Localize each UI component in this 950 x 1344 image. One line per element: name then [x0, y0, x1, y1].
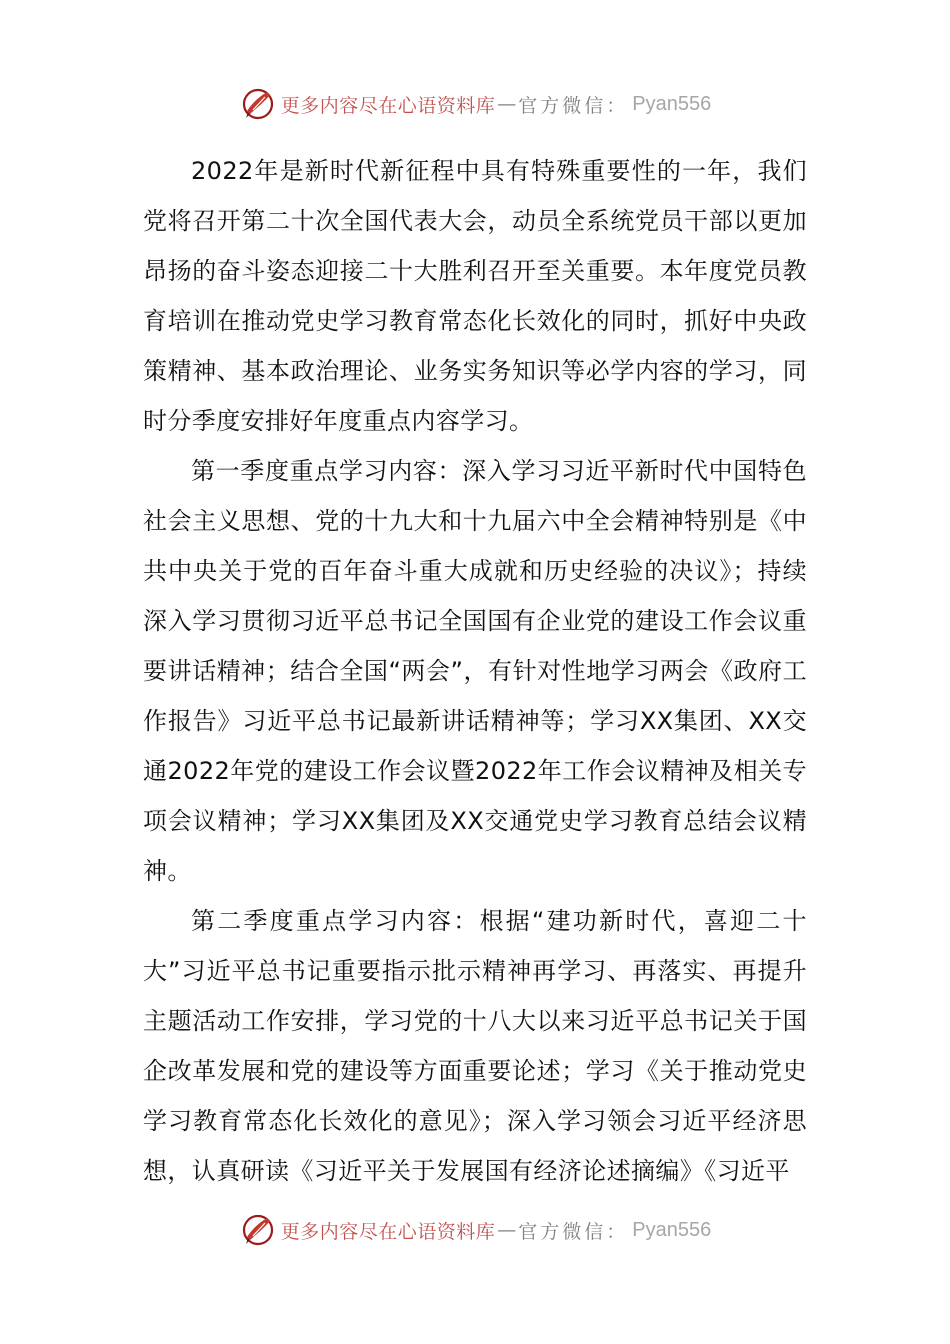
- watermark-separator: —: [497, 93, 517, 115]
- watermark-label: 官方微信：: [518, 94, 629, 117]
- footer-watermark: [0, 1208, 950, 1252]
- watermark-separator: —: [497, 1219, 517, 1241]
- header-watermark: [0, 82, 950, 126]
- watermark-id: Pyan556: [632, 92, 712, 115]
- paragraph-q1: 第一季度重点学习内容：深入学习习近平新时代中国特色社会主义思想、党的十九大和十九届六中全会精神特别是《中共中央关于党的百年奋斗重大成就和历史经验的决议》；持续深入学习贯彻习近平总书记全国国有企业党的建设工作会议重要讲话精神；结合全国“两会”，有针对性地学习两会《政府工作报告》习近平总书记最新讲话精神等；学习XX集团、XX交通2022年党的建设工作会议暨2022年工作会议精神及相关专项会议精神；学习XX集团及XX交通党史学习教育总结会议精神。: [143, 457, 807, 885]
- watermark-text: 更多内容尽在心语资料库: [280, 94, 496, 117]
- pen-nib-logo-icon: [239, 1211, 277, 1249]
- watermark-text: 更多内容尽在心语资料库: [280, 1220, 496, 1243]
- paragraph-q2: 第二季度重点学习内容：根据“建功新时代，喜迎二十大”习近平总书记重要指示批示精神再学习、再落实、再提升主题活动工作安排，学习党的十八大以来习近平总书记关于国企改革发展和党的建设等方面重要论述；学习《关于推动党史学习教育常态化长效化的意见》；深入学习领会习近平经济思想，认真研读《习近平关于发展国有经济论述摘编》《习近平: [143, 907, 807, 1185]
- paragraph-intro: 2022年是新时代新征程中具有特殊重要性的一年，我们党将召开第二十次全国代表大会，动员全系统党员干部以更加昂扬的奋斗姿态迎接二十大胜利召开至关重要。本年度党员教育培训在推动党史学习教育常态化长效化的同时，抓好中央政策精神、基本政治理论、业务实务知识等必学内容的学习，同时分季度安排好年度重点内容学习。: [143, 157, 807, 435]
- watermark-id: Pyan556: [632, 1218, 712, 1241]
- pen-nib-logo-icon: [239, 85, 277, 123]
- watermark-label: 官方微信：: [518, 1220, 629, 1243]
- document-body: [143, 146, 807, 1196]
